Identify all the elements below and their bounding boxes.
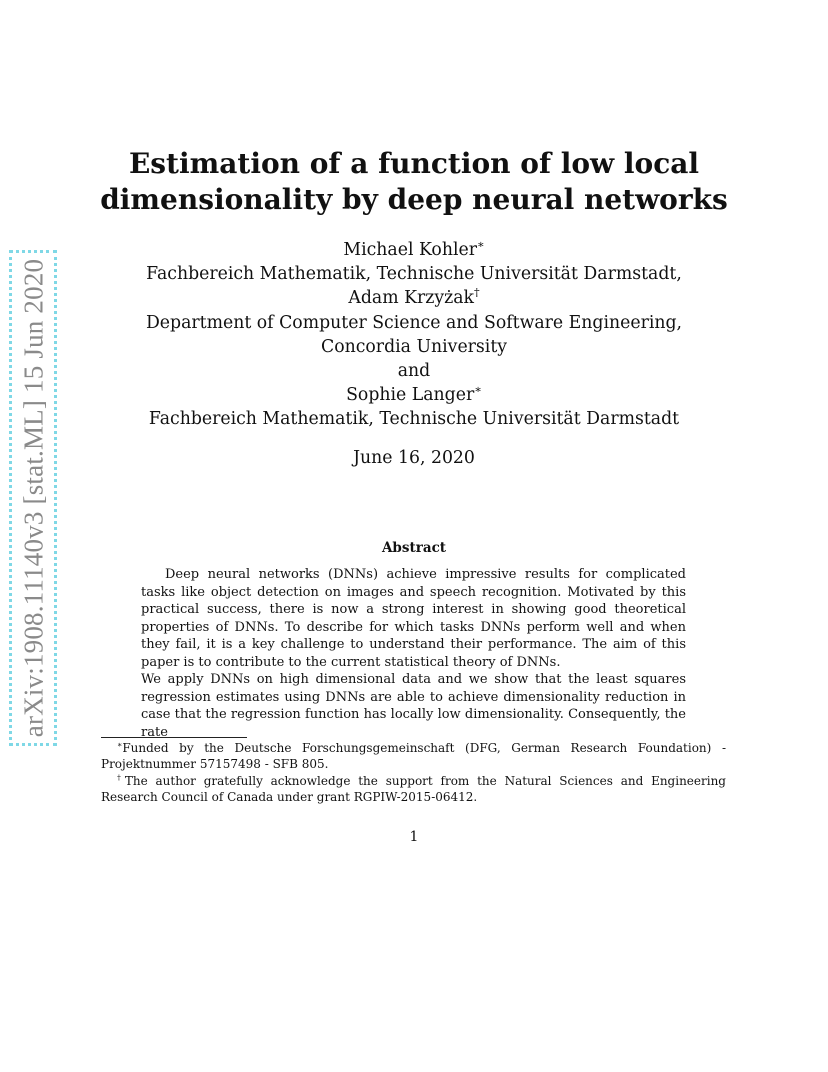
- author-1-mark: ∗: [476, 238, 485, 252]
- footnote-rule: [101, 737, 247, 738]
- abstract-paragraph-2: We apply DNNs on high dimensional data and we show that the least squares regression estimates using DNNs are able to achieve dimensionality reduction in case that the regression function has locally low dimensionality. Consequently, the rate: [141, 672, 686, 740]
- footnote-2-mark: †: [117, 773, 125, 782]
- paper-date: June 16, 2020: [353, 448, 475, 468]
- author-block: [0, 238, 828, 432]
- author-2-affiliation-line-1: Department of Computer Science and Software Engineering,: [145, 312, 683, 333]
- author-1: [0, 238, 828, 262]
- author-3: [0, 383, 828, 407]
- author-1-name: Michael Kohler: [343, 240, 477, 260]
- author-3-affiliation: Fachbereich Mathematik, Technische Universität Darmstadt: [148, 409, 680, 430]
- author-2-affiliation-line-2: Concordia University: [320, 336, 508, 357]
- author-2-name: Adam Krzyżak: [348, 288, 475, 309]
- arxiv-identifier: arXiv:1908.11140v3 [stat.ML] 15 Jun 2020: [18, 258, 49, 738]
- title-line-2: dimensionality by deep neural networks: [100, 183, 728, 216]
- and-separator: and: [397, 361, 431, 382]
- footnote-2-text: The author gratefully acknowledge the support from the Natural Sciences and Engineering Research Council of Canada under grant RGPIW-2015-06412.: [101, 774, 726, 804]
- page-number: 1: [409, 829, 419, 845]
- author-3-name: Sophie Langer: [346, 385, 475, 406]
- paper-title: [0, 146, 828, 218]
- footnote-1: [101, 740, 726, 772]
- footnote-1-mark: ∗: [117, 740, 123, 749]
- abstract-paragraph-1: Deep neural networks (DNNs) achieve impressive results for complicated tasks like object detection on images and speech recognition. Motivated by this practical success, there is now a strong interest in showing good theoretical properties of DNNs. To describe for which tasks DNNs perform well and when they fail, it is a key challenge to understand their performance. The aim of this paper is to contribute to the current statistical theory of DNNs.: [141, 567, 686, 670]
- footnotes: [101, 740, 726, 806]
- footnote-1-text: Funded by the Deutsche Forschungsgemeinschaft (DFG, German Research Foundation) - Projektnummer 57157498 - SFB 805.: [101, 741, 726, 771]
- footnote-2: [101, 773, 726, 805]
- abstract-body: [141, 566, 686, 741]
- author-3-mark: ∗: [474, 383, 482, 397]
- title-line-1: Estimation of a function of low local: [128, 147, 700, 180]
- abstract-heading: Abstract: [381, 540, 447, 556]
- author-2: [0, 286, 828, 310]
- author-2-mark: †: [474, 286, 480, 300]
- author-1-affiliation: Fachbereich Mathematik, Technische Universität Darmstadt,: [146, 264, 682, 285]
